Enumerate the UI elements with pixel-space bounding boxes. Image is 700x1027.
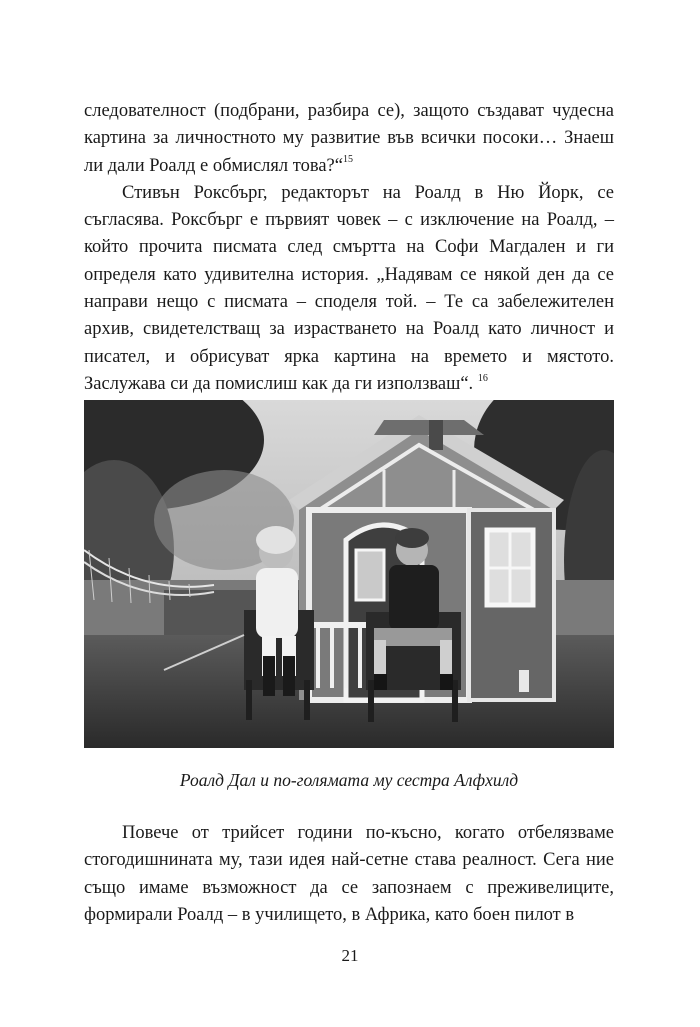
footnote-ref-16: 16 <box>477 372 488 384</box>
photo-roald-and-alfhild <box>84 400 614 748</box>
paragraph-continuation: следователност (подбрани, разбира се), защото създават чудесна картина за личностното му развитие във всички посоки… Знаеш ли дали Роалд е обмислял това?“$^{15}$ <box>84 101 614 176</box>
page-number: 21 <box>341 946 359 965</box>
paragraph-centenary: Повече от трийсет години по-късно, когато отбелязваме стогодишнината му, тази идея най-сетне става реалност. Сега ние също имаме възможност да се запознаем с преживелиците, формирали Роалд – в училището, в Африка, като боен пилот в <box>84 823 614 925</box>
bottom-text-block <box>84 820 614 929</box>
paragraph-roxburgh: Стивън Роксбърг, редакторът на Роалд в Ню Йорк, се съгласява. Роксбърг е първият човек – с изключение на Роалд, – който прочита писмата след смъртта на Софи Магдален и ги определя като удивителна история. „Надявам се някой ден да се направи нещо с писмата – споделя той. – Те са забележителен архив, свидетелстващ за израстването на Роалд като личност и писател, и обрисуват ярка картина на времето и мястото. Заслужава си да помислиш как да ги използваш“. $^{16}$ <box>84 182 614 394</box>
footnote-ref-15: 15 <box>342 154 353 166</box>
top-text-block <box>84 98 614 398</box>
photo-caption: Роалд Дал и по-голямата му сестра Алфхилд <box>179 770 519 790</box>
